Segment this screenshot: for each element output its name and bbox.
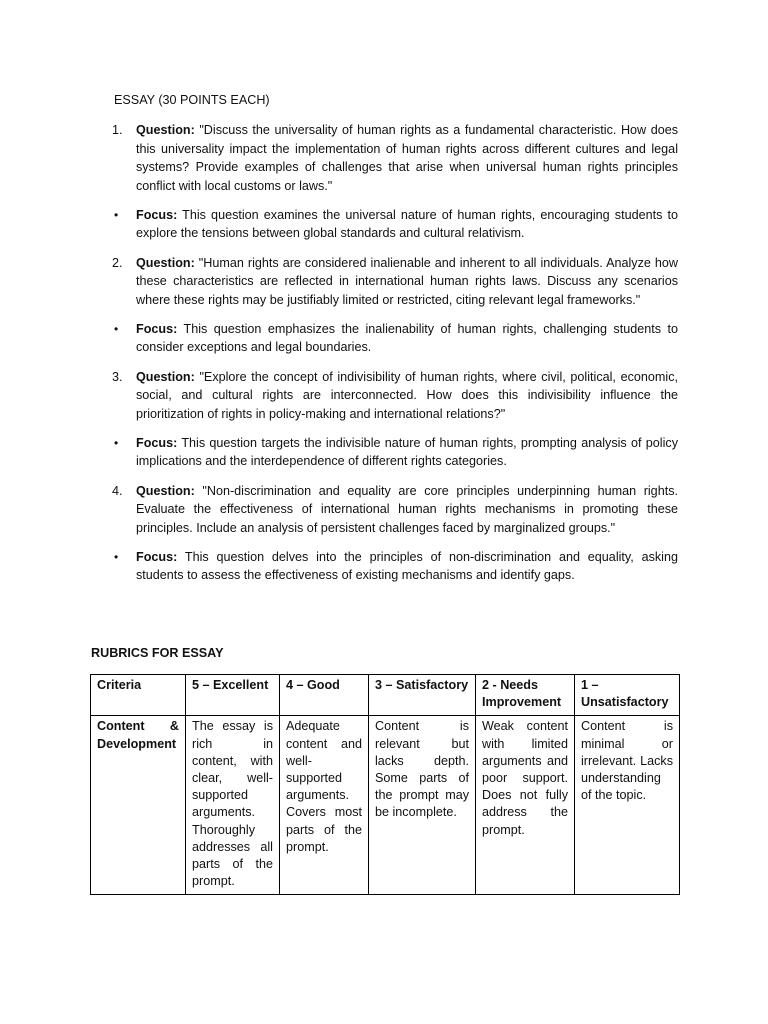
bullet-icon: • [114, 321, 119, 336]
rubric-table [90, 674, 680, 895]
column-header: 1 – Unsatisfactory [575, 675, 680, 716]
criteria-cell: Content & Development [91, 716, 186, 895]
item-label: Question: [136, 369, 195, 384]
question-list [108, 121, 678, 595]
column-header: 2 - Needs Improvement [476, 675, 575, 716]
item-label: Focus: [136, 435, 178, 450]
item-label: Question: [136, 123, 195, 137]
item-number: 3. [112, 369, 123, 384]
bullet-icon: • [114, 207, 119, 222]
item-text: This question targets the indivisible nature of human rights, prompting analysis of policy implications and the interdependence of different rights categories. [136, 435, 678, 469]
column-header: 4 – Good [280, 675, 369, 716]
item-label: Focus: [136, 321, 178, 336]
bullet-icon: • [114, 549, 119, 564]
bullet-icon: • [114, 435, 119, 450]
question-item [108, 482, 678, 538]
item-number: 4. [112, 483, 123, 498]
column-header: 3 – Satisfactory [369, 675, 476, 716]
focus-item [108, 206, 678, 243]
focus-item [108, 548, 678, 585]
item-number: 1. [112, 123, 123, 137]
item-label: Focus: [136, 207, 178, 222]
question-item [108, 254, 678, 310]
item-text: This question delves into the principles of non-discrimination and equality, asking students to assess the effectiveness of existing mechanisms and identify gaps. [136, 549, 678, 583]
item-text: "Non-discrimination and equality are core principles underpinning human rights. Evaluate the effectiveness of international human rights mechanisms in promoting these principles. Include an analysis of persistent challenges faced by marginalized groups." [136, 483, 678, 535]
item-label: Question: [136, 255, 195, 270]
table-cell: Weak content with limited arguments and poor support. Does not fully address the prompt. [476, 716, 575, 895]
column-header: 5 – Excellent [186, 675, 280, 716]
essay-heading: ESSAY (30 POINTS EACH) [114, 93, 270, 107]
item-text: This question examines the universal nature of human rights, encouraging students to explore the tensions between global standards and cultural relativism. [136, 207, 678, 241]
focus-item [108, 320, 678, 357]
table-row [91, 716, 680, 895]
question-item [108, 368, 678, 424]
focus-item [108, 434, 678, 471]
item-text: "Human rights are considered inalienable and inherent to all individuals. Analyze how these characteristics are reflected in international human rights laws. Discuss any scenarios where these rights may be justifiably limited or restricted, citing relevant legal frameworks." [136, 255, 678, 307]
item-text: "Discuss the universality of human rights as a fundamental characteristic. How does this universality impact the implementation of human rights across different cultures and legal systems? Provide examples of challenges that arise when universal human rights principles conflict with local customs or laws." [136, 123, 678, 193]
table-cell: Adequate content and well-supported arguments. Covers most parts of the prompt. [280, 716, 369, 895]
item-text: This question emphasizes the inalienability of human rights, challenging students to consider exceptions and legal boundaries. [136, 321, 678, 355]
column-header: Criteria [91, 675, 186, 716]
question-item [108, 121, 678, 195]
table-cell: Content is minimal or irrelevant. Lacks understanding of the topic. [575, 716, 680, 895]
table-header-row [91, 675, 680, 716]
item-number: 2. [112, 255, 123, 270]
table-cell: Content is relevant but lacks depth. Some parts of the prompt may be incomplete. [369, 716, 476, 895]
item-label: Question: [136, 483, 195, 498]
item-label: Focus: [136, 549, 178, 564]
item-text: "Explore the concept of indivisibility of human rights, where civil, political, economic, social, and cultural rights are interconnected. How does this indivisibility influence the prioritization of rights in policy-making and international relations?" [136, 369, 678, 421]
table-cell: The essay is rich in content, with clear, well-supported arguments. Thoroughly addresses all parts of the prompt. [186, 716, 280, 895]
rubrics-title: RUBRICS FOR ESSAY [91, 646, 224, 660]
